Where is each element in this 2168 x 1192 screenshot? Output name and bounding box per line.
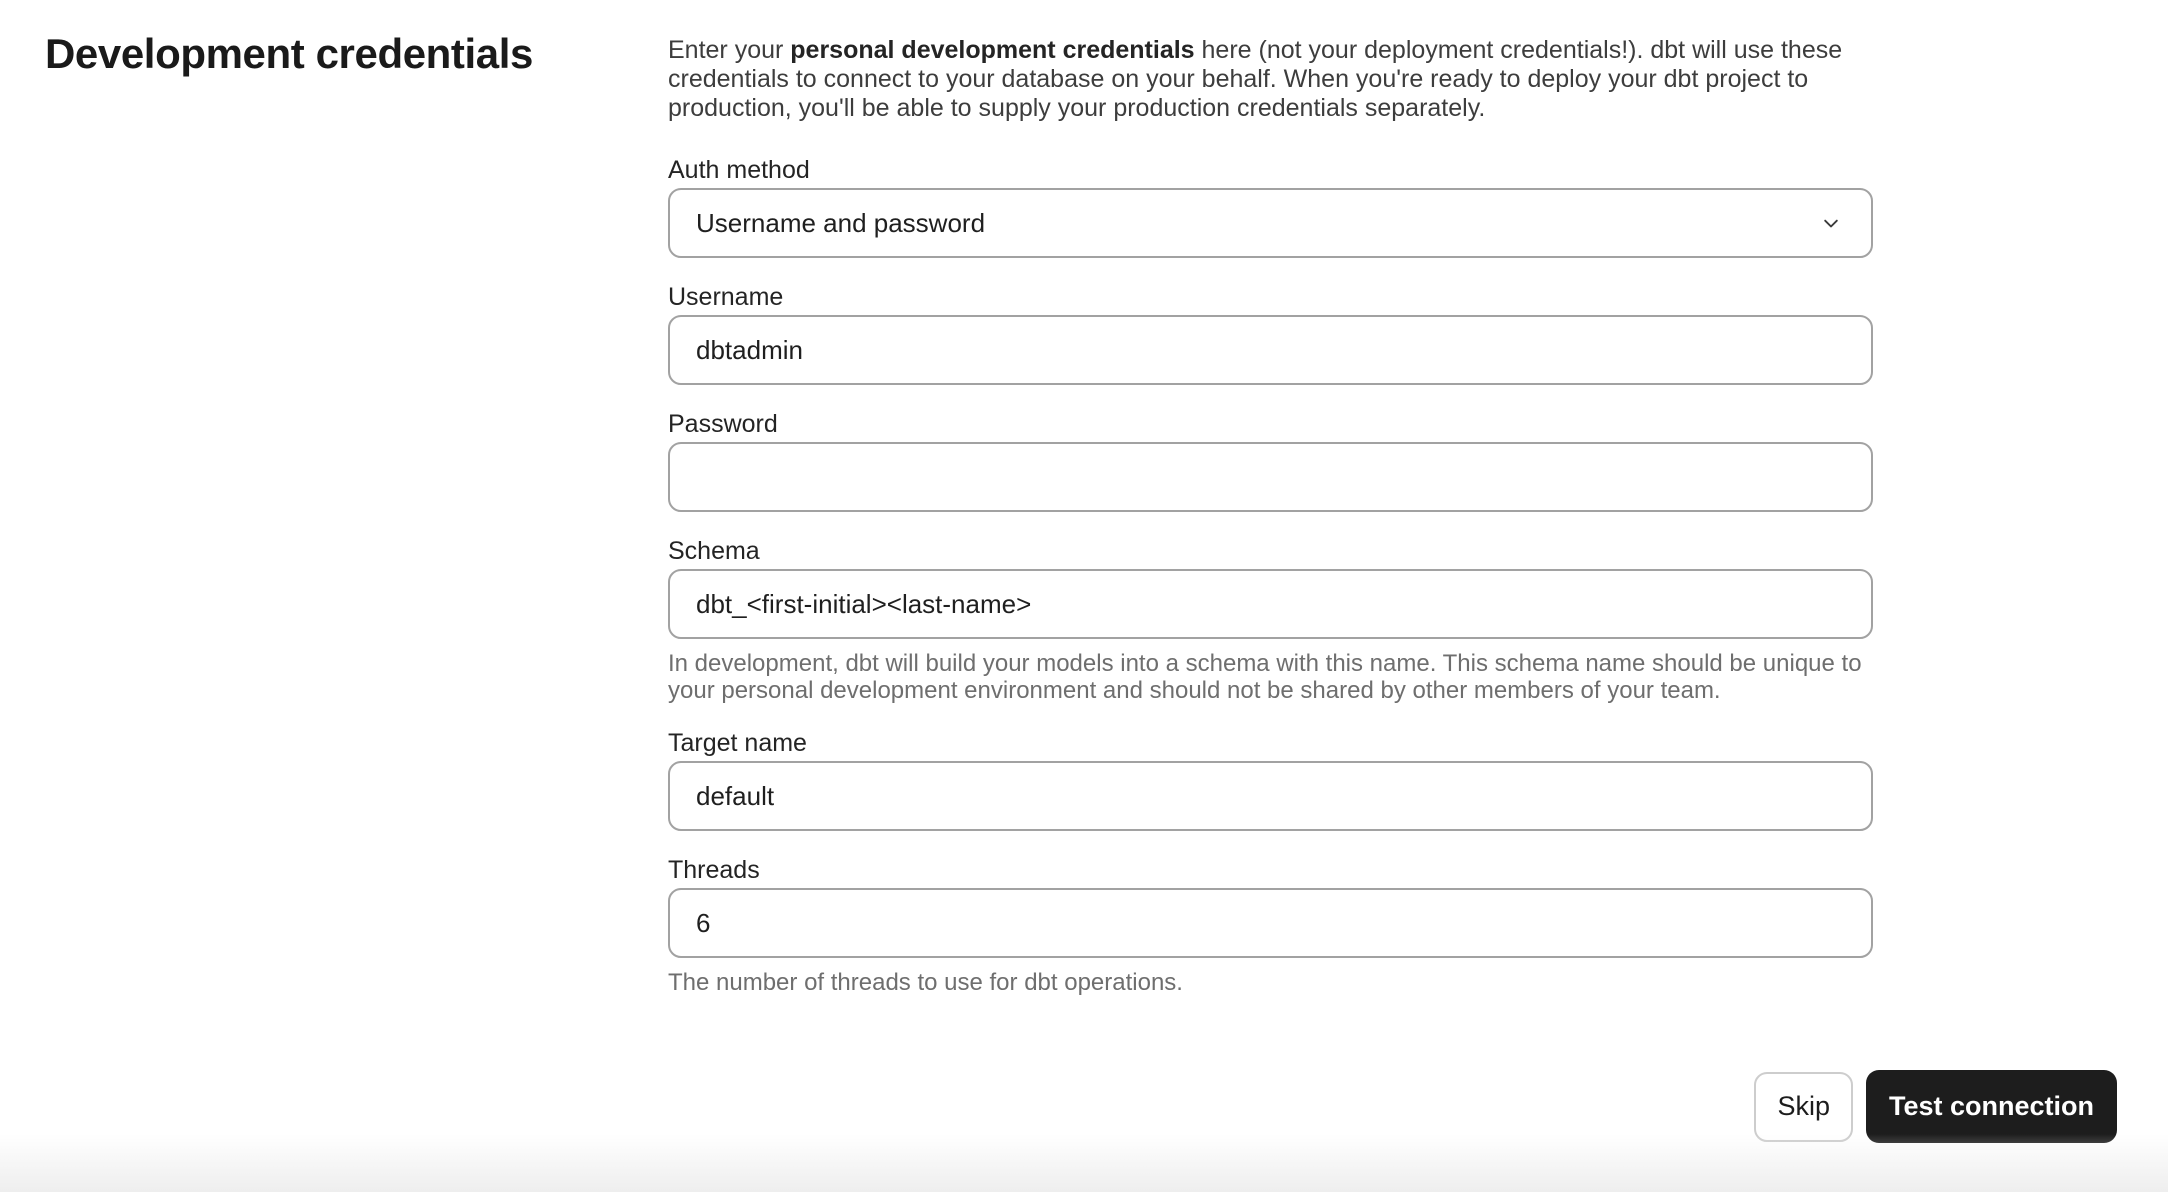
field-username [668,284,1873,385]
skip-button[interactable]: Skip [1754,1072,1853,1142]
test-connection-button[interactable]: Test connection [1866,1070,2117,1143]
schema-label: Schema [668,537,760,565]
threads-help-text: The number of threads to use for dbt operations. [668,969,1183,996]
schema-input[interactable] [668,569,1873,639]
threads-label: Threads [668,856,760,884]
intro-post: here (not your deployment credentials!). dbt will use these credentials to connect to your database on your behalf. When you're ready to deploy your dbt project to production, you'll be able to supply your production credentials separately. [668,36,1843,122]
page-title: Development credentials [45,30,533,77]
field-threads [668,857,1873,996]
intro-text [668,36,1873,123]
username-input[interactable] [668,315,1873,385]
field-target-name [668,730,1873,831]
password-input[interactable] [668,442,1873,512]
footer-actions [1754,1070,2117,1143]
intro-bold: personal development credentials [790,36,1195,64]
threads-input[interactable] [668,888,1873,958]
schema-help-text: In development, dbt will build your models into a schema with this name. This schema name should be unique to your personal development environment and should not be shared by other members of your team. [668,650,1862,704]
target-name-input[interactable] [668,761,1873,831]
auth-method-selected-value: Username and password [696,207,986,238]
credentials-form [668,36,1873,1022]
intro-pre: Enter your [668,36,791,64]
password-label: Password [668,410,778,438]
chevron-down-icon [1817,209,1845,237]
target-name-label: Target name [668,729,807,757]
field-schema [668,538,1873,704]
auth-method-select[interactable] [668,188,1873,258]
auth-method-label: Auth method [668,156,810,184]
field-password [668,411,1873,512]
field-auth-method [668,157,1873,258]
username-label: Username [668,283,784,311]
